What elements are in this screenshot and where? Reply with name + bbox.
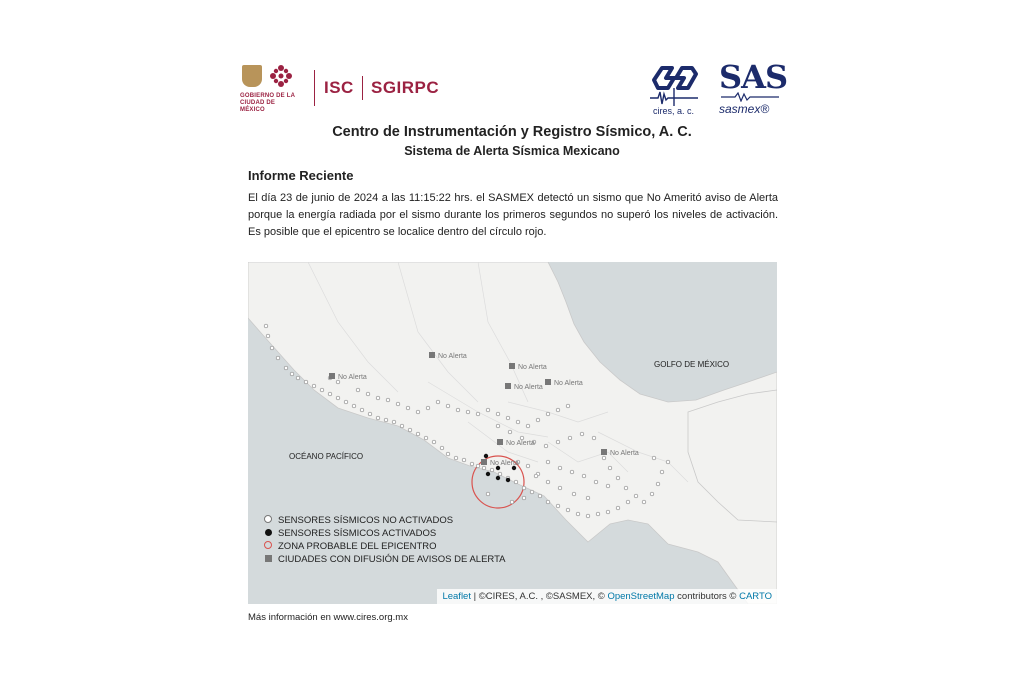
city-marker: [429, 352, 435, 358]
attribution-text: | ©CIRES, A.C. , ©SASMEX, ©: [470, 591, 608, 602]
sensor-inactive: [586, 496, 590, 500]
sensor-inactive: [592, 436, 596, 440]
sensor-inactive: [624, 486, 628, 490]
city-status-label: No Alerta: [506, 440, 535, 447]
sensor-inactive: [516, 420, 520, 424]
sensor-inactive: [544, 444, 548, 448]
sensor-inactive: [312, 384, 316, 388]
sensor-inactive: [270, 346, 274, 350]
sensor-inactive: [416, 410, 420, 414]
report-heading: Informe Reciente: [248, 168, 354, 183]
cires-caption: cires, a. c.: [653, 106, 695, 116]
cires-emblem-icon: [648, 62, 700, 106]
sensor-inactive: [424, 436, 428, 440]
sensor-inactive: [360, 408, 364, 412]
sensor-inactive: [432, 440, 436, 444]
sensor-inactive: [344, 400, 348, 404]
sensor-inactive: [290, 372, 294, 376]
legend-activated: SENSORES SÍSMICOS ACTIVADOS: [262, 527, 506, 540]
filled-circle-icon: [265, 529, 272, 536]
sensor-inactive: [556, 408, 560, 412]
cires-logo: [648, 62, 700, 118]
sensor-inactive: [336, 396, 340, 400]
city-marker: [509, 363, 515, 369]
sensor-inactive: [660, 470, 664, 474]
sensor-inactive: [296, 376, 300, 380]
sensor-inactive: [436, 400, 440, 404]
open-circle-icon: [264, 515, 272, 523]
sensor-inactive: [546, 480, 550, 484]
sensor-active: [486, 472, 490, 476]
sensor-inactive: [386, 398, 390, 402]
cdmx-government-logo: [240, 63, 300, 111]
sensor-inactive: [408, 428, 412, 432]
sensor-inactive: [538, 494, 542, 498]
sensor-inactive: [320, 388, 324, 392]
sensor-inactive: [266, 334, 270, 338]
city-status-label: No Alerta: [438, 353, 467, 360]
sensor-inactive: [384, 418, 388, 422]
report-body: El día 23 de junio de 2024 a las 11:15:22 hrs. el SASMEX detectó un sismo que No Ameritó aviso de Alerta porque la energía radiada por el sismo durante los primeros segundos no superó los niveles de activación. Es posible que el epicentro se localice dentro del círculo rojo.: [248, 192, 778, 238]
sensor-inactive: [576, 512, 580, 516]
sensor-inactive: [536, 418, 540, 422]
sensor-inactive: [594, 480, 598, 484]
sensor-inactive: [476, 464, 480, 468]
legend-not-activated: SENSORES SÍSMICOS NO ACTIVADOS: [262, 514, 506, 527]
sensor-inactive: [490, 468, 494, 472]
sensor-inactive: [572, 492, 576, 496]
sensor-inactive: [522, 486, 526, 490]
sensor-inactive: [596, 512, 600, 516]
header-divider: [314, 70, 315, 106]
sensor-inactive: [558, 466, 562, 470]
sensor-inactive: [656, 482, 660, 486]
city-marker: [329, 373, 335, 379]
seismograph-icon: [721, 92, 779, 102]
city-status-label: No Alerta: [514, 384, 543, 391]
sensor-inactive: [522, 496, 526, 500]
openstreetmap-link[interactable]: OpenStreetMap: [607, 591, 675, 602]
sgirpc-logo-text: SGIRPC: [371, 78, 440, 97]
sensor-inactive: [406, 406, 410, 410]
sensor-inactive: [526, 464, 530, 468]
gulf-of-mexico-label: GOLFO DE MÉXICO: [654, 360, 730, 369]
sensor-inactive: [558, 486, 562, 490]
sensor-inactive: [652, 456, 656, 460]
sensor-inactive: [602, 456, 606, 460]
sensor-inactive: [264, 324, 268, 328]
sensor-inactive: [368, 412, 372, 416]
sensor-inactive: [392, 420, 396, 424]
sensor-inactive: [568, 436, 572, 440]
square-icon: [265, 555, 272, 562]
system-subtitle: Sistema de Alerta Sísmica Mexicano: [404, 144, 620, 158]
sensor-inactive: [284, 366, 288, 370]
sensor-inactive: [608, 466, 612, 470]
isc-logo-text: ISC: [324, 78, 354, 97]
sensor-inactive: [508, 430, 512, 434]
legend-epicenter: ZONA PROBABLE DEL EPICENTRO: [262, 540, 506, 553]
sensor-inactive: [396, 402, 400, 406]
cdmx-cross-icon: [268, 63, 294, 89]
sensor-inactive: [454, 456, 458, 460]
sensor-inactive: [626, 500, 630, 504]
organization-title: Centro de Instrumentación y Registro Sísmico, A. C.: [332, 124, 692, 140]
attribution-text: contributors ©: [674, 591, 740, 602]
sensor-inactive: [462, 458, 466, 462]
city-marker: [497, 439, 503, 445]
sensor-inactive: [510, 500, 514, 504]
city-status-label: No Alerta: [490, 460, 519, 467]
header-divider: [362, 76, 363, 100]
sensor-inactive: [606, 484, 610, 488]
sensor-inactive: [440, 446, 444, 450]
sensor-inactive: [666, 460, 670, 464]
sensor-inactive: [556, 440, 560, 444]
sensor-inactive: [642, 500, 646, 504]
city-status-label: No Alerta: [554, 380, 583, 387]
sensor-inactive: [470, 462, 474, 466]
sensor-inactive: [498, 472, 502, 476]
sensor-inactive: [352, 404, 356, 408]
sensor-inactive: [616, 476, 620, 480]
sensor-inactive: [496, 424, 500, 428]
legend-alert-cities: CIUDADES CON DIFUSIÓN DE AVISOS DE ALERTA: [262, 553, 506, 566]
sensor-inactive: [400, 424, 404, 428]
sensor-inactive: [482, 466, 486, 470]
city-marker: [481, 459, 487, 465]
city-marker: [545, 379, 551, 385]
sensor-active: [496, 476, 500, 480]
sensor-inactive: [566, 404, 570, 408]
sensor-inactive: [376, 416, 380, 420]
sensor-inactive: [496, 412, 500, 416]
sensor-inactive: [304, 380, 308, 384]
sensor-inactive: [456, 408, 460, 412]
sensor-active: [484, 454, 488, 458]
sensor-inactive: [556, 504, 560, 508]
sensor-active: [506, 478, 510, 482]
sensor-inactive: [486, 408, 490, 412]
carto-link[interactable]: CARTO: [739, 591, 772, 602]
sensor-inactive: [586, 514, 590, 518]
sensor-inactive: [570, 470, 574, 474]
sensor-inactive: [486, 492, 490, 496]
sensor-inactive: [546, 412, 550, 416]
sensor-inactive: [446, 404, 450, 408]
sensor-inactive: [376, 396, 380, 400]
city-status-label: No Alerta: [610, 450, 639, 457]
sensor-inactive: [616, 506, 620, 510]
more-info-footer: Más información en www.cires.org.mx: [248, 612, 408, 623]
sensor-inactive: [546, 460, 550, 464]
sasmex-logo-text: sasmex®: [719, 102, 770, 116]
map-legend: [262, 514, 506, 566]
sensor-inactive: [606, 510, 610, 514]
pacific-ocean-label: OCÉANO PACÍFICO: [289, 452, 364, 461]
sensor-inactive: [634, 494, 638, 498]
sensor-inactive: [582, 474, 586, 478]
city-status-label: No Alerta: [518, 364, 547, 371]
gov-logo-text: GOBIERNO DE LA CIUDAD DE MÉXICO: [240, 93, 296, 113]
sensor-inactive: [466, 410, 470, 414]
sas-logo-text: SAS: [719, 58, 788, 96]
sensor-inactive: [506, 416, 510, 420]
leaflet-link[interactable]: Leaflet: [442, 591, 471, 602]
sensor-inactive: [546, 500, 550, 504]
sensor-inactive: [566, 508, 570, 512]
sensor-inactive: [534, 474, 538, 478]
sensor-inactive: [476, 412, 480, 416]
sensor-inactive: [276, 356, 280, 360]
sensor-inactive: [366, 392, 370, 396]
sensor-inactive: [514, 480, 518, 484]
city-marker: [505, 383, 511, 389]
sensor-inactive: [530, 490, 534, 494]
sensor-inactive: [356, 388, 360, 392]
sensor-inactive: [580, 432, 584, 436]
red-circle-icon: [264, 541, 272, 549]
sensor-inactive: [526, 424, 530, 428]
sensor-inactive: [328, 392, 332, 396]
city-marker: [601, 449, 607, 455]
sensor-inactive: [650, 492, 654, 496]
sensor-inactive: [426, 406, 430, 410]
sensor-inactive: [416, 432, 420, 436]
city-status-label: No Alerta: [338, 374, 367, 381]
coat-of-arms-icon: [242, 65, 262, 87]
sasmex-logo: [715, 58, 788, 118]
sensor-inactive: [446, 452, 450, 456]
